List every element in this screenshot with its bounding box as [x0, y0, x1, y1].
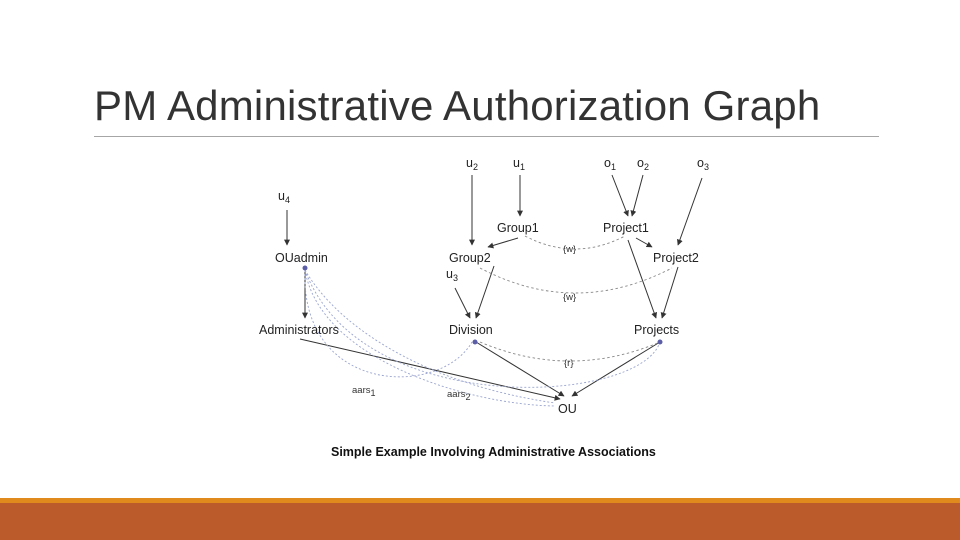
admin-association-ou	[305, 270, 555, 403]
admin-association-ou-2	[305, 270, 555, 406]
node-u2: $u_2$	[466, 156, 478, 172]
node-u3: $u_3$	[446, 267, 458, 283]
node-group1: Group1	[497, 221, 539, 235]
node-project1: Project1	[603, 221, 649, 235]
edge-projects-ou	[572, 342, 660, 396]
edge-u3-division	[455, 288, 470, 318]
association-w-group2-project2	[480, 268, 672, 293]
node-u1: $u_1$	[513, 156, 525, 172]
node-project2: Project2	[653, 251, 699, 265]
edge-division-ou	[476, 342, 564, 396]
edge-group2-division	[476, 266, 494, 318]
node-ouadmin: OUadmin	[275, 251, 328, 265]
node-projects: Projects	[634, 323, 680, 337]
node-group2: Group2	[449, 251, 491, 265]
edge-label-w-lower: {w}	[563, 292, 577, 303]
edge-label-r: {r}	[564, 358, 574, 369]
edge-o3-project2	[678, 178, 702, 245]
node-ou: OU	[558, 402, 577, 416]
node-administrators: Administrators	[259, 323, 339, 337]
node-o3: $o_3$	[697, 156, 709, 172]
edge-project1-project2	[636, 238, 652, 247]
edge-label-aars2: aars2	[447, 389, 471, 402]
footer-bar	[0, 503, 960, 540]
node-dot-ouadmin	[303, 266, 308, 271]
edge-label-w-upper: {w}	[563, 244, 577, 255]
edge-project2-projects	[662, 267, 678, 318]
slide-title: PM Administrative Authorization Graph	[94, 82, 821, 129]
node-o1: $o_1$	[604, 156, 616, 172]
edge-group1-group2	[488, 238, 518, 247]
diagram-caption: Simple Example Involving Administrative Associations	[331, 445, 656, 459]
edge-o1-project1	[612, 175, 628, 216]
edge-o2-project1	[632, 175, 643, 216]
node-o2: $o_2$	[637, 156, 649, 172]
edge-project1-projects	[628, 240, 656, 318]
node-division: Division	[449, 323, 493, 337]
node-dot-division	[473, 340, 478, 345]
edge-label-aars1: aars1	[352, 385, 376, 398]
node-u4: $u_4$	[278, 189, 290, 205]
node-dot-projects	[658, 340, 663, 345]
